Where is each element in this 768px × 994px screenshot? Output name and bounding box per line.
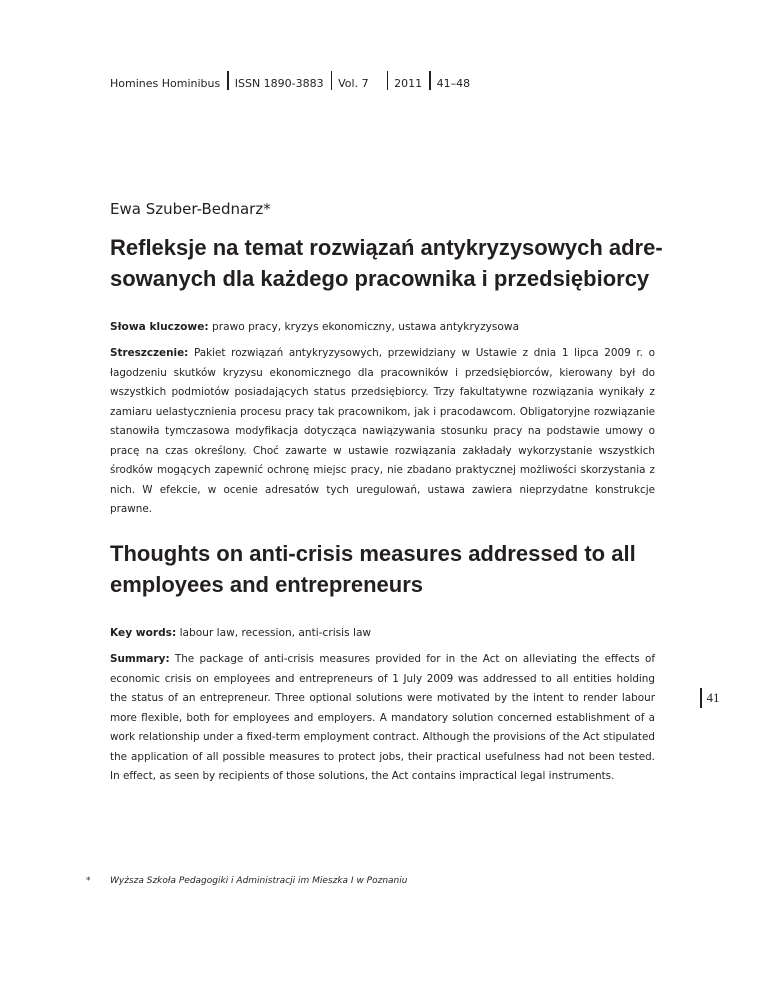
- polish-title-line: Refleksje na temat rozwiązań antykryzysowych adre-: [110, 235, 663, 260]
- polish-keywords: [110, 320, 655, 335]
- english-summary: [110, 650, 655, 787]
- keywords-label: Key words:: [110, 627, 177, 639]
- page-number: [700, 688, 720, 708]
- author: [110, 200, 271, 218]
- footnote-text: Wyższa Szkoła Pedagogiki i Administracji im Mieszka I w Poznaniu: [110, 876, 408, 886]
- page-range: 41–48: [436, 77, 471, 90]
- issn: ISSN 1890-3883: [234, 77, 324, 90]
- year: 2011: [394, 77, 423, 90]
- volume: Vol. 7: [338, 77, 369, 90]
- summary-label: Summary:: [110, 653, 170, 665]
- english-keywords: [110, 626, 655, 641]
- header-separator: [387, 71, 389, 90]
- polish-title-line: sowanych dla każdego pracownika i przedsiębiorcy: [110, 266, 650, 291]
- summary-text: The package of anti-crisis measures provided for in the Act on alleviating the effects of economic crisis on employees and entrepreneurs of 1 July 2009 was addressed to all entities holding the status of an entrepreneur. Three optional solutions were motivated by the intent to render labour more flexible, both for employees and employers. A mandatory solution concerned establishment of a work relationship under a fixed-term employment contract. Although the provisions of the Act stipulated the application of all possible measures to protect jobs, their practical usefulness had not been tested. In effect, as seen by recipients of those solutions, the Act contains impractical legal instruments.: [110, 653, 655, 782]
- header-separator: [429, 71, 431, 90]
- page-number-rule: [700, 688, 702, 708]
- running-header: [110, 70, 470, 90]
- keywords-text: labour law, recession, anti-crisis law: [179, 627, 372, 639]
- footnote-mark: *: [86, 876, 91, 886]
- page-number-text: 41: [706, 690, 720, 705]
- header-separator: [331, 71, 333, 90]
- english-title: [110, 538, 670, 600]
- polish-abstract: [110, 344, 655, 520]
- keywords-text: prawo pracy, kryzys ekonomiczny, ustawa antykryzysowa: [212, 321, 520, 333]
- author-footnote-mark: *: [263, 200, 271, 218]
- footnote: [86, 876, 407, 886]
- author-name: Ewa Szuber-Bednarz: [110, 200, 264, 218]
- abstract-label: Streszczenie:: [110, 347, 189, 359]
- polish-title: [110, 232, 670, 294]
- journal-name: Homines Hominibus: [110, 77, 221, 90]
- header-separator: [227, 71, 229, 90]
- abstract-text: Pakiet rozwiązań antykryzysowych, przewidziany w Ustawie z dnia 1 lipca 2009 r. o łagodzeniu skutków kryzysu ekonomicznego dla pracowników i przedsiębiorców, kierowany był do wszystkich podmiotów posiadających status przedsiębiorcy. Trzy fakultatywne rozwiązania wynikały z zamiaru uelastycznienia procesu pracy tak pracownikom, jak i pracodawcom. Obligatoryjne rozwiązanie stanowiła tymczasowa modyfikacja dotycząca nawiązywania stosunku pracy na podstawie umowy o pracę na czas określony. Choć zawarte w ustawie rozwiązania zakładały wykorzystanie wszystkich środków mogących zapewnić ochronę miejsc pracy, nie zbadano praktycznej możliwości skorzystania z nich. W efekcie, w ocenie adresatów tych uregulowań, ustawa zawiera nieprzydatne konstrukcje prawne.: [110, 347, 655, 515]
- english-title-line: employees and entrepreneurs: [110, 572, 424, 597]
- english-title-line: Thoughts on anti-crisis measures addressed to all: [110, 541, 636, 566]
- keywords-label: Słowa kluczowe:: [110, 321, 209, 333]
